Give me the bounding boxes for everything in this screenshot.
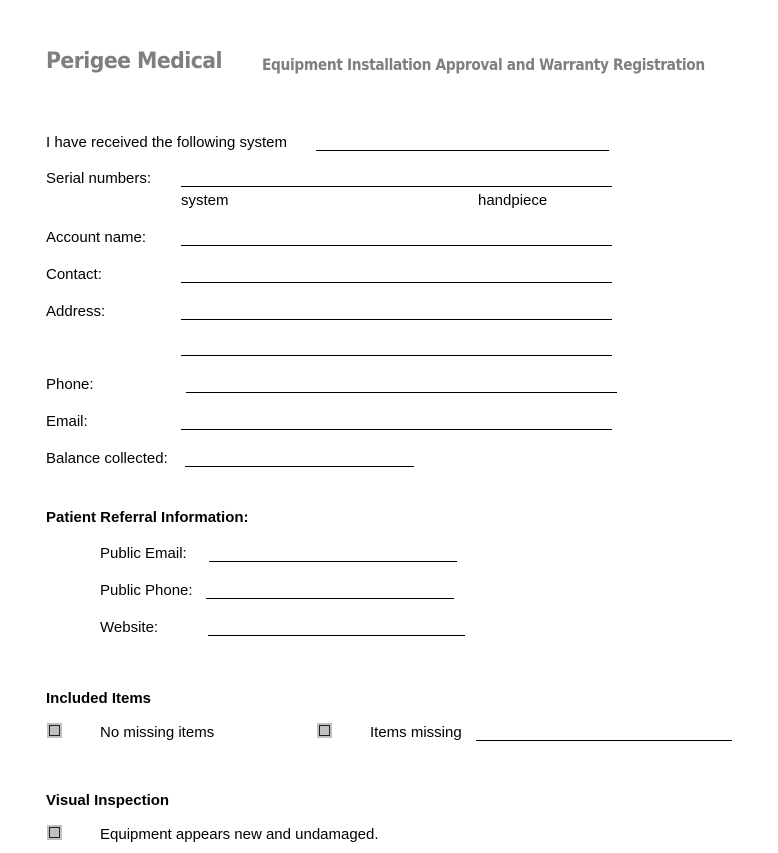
- contact-field[interactable]: [183, 264, 611, 282]
- public-phone-label: Public Phone:: [100, 582, 193, 599]
- no-missing-items-checkbox[interactable]: [47, 723, 62, 738]
- contact-label: Contact:: [46, 266, 102, 283]
- email-field[interactable]: [183, 411, 611, 429]
- received-system-line: [316, 150, 609, 151]
- document-title: Equipment Installation Approval and Warranty Registration: [262, 55, 705, 74]
- brand-name: Perigee Medical: [46, 49, 222, 74]
- phone-field[interactable]: [188, 374, 616, 392]
- contact-line: [181, 282, 612, 283]
- new-undamaged-label: Equipment appears new and undamaged.: [100, 826, 379, 843]
- public-phone-line: [206, 598, 454, 599]
- address-label: Address:: [46, 303, 106, 320]
- serial-numbers-field[interactable]: [183, 168, 611, 186]
- public-email-field[interactable]: [211, 543, 456, 561]
- address-field-2[interactable]: [183, 337, 611, 355]
- email-label: Email:: [46, 413, 88, 430]
- public-phone-field[interactable]: [208, 580, 453, 598]
- no-missing-items-label: No missing items: [100, 724, 215, 741]
- phone-line: [186, 392, 617, 393]
- received-system-label: I have received the following system: [46, 134, 287, 151]
- balance-collected-label: Balance collected:: [46, 450, 168, 467]
- email-line: [181, 429, 612, 430]
- balance-collected-line: [185, 466, 414, 467]
- items-missing-line: [476, 740, 732, 741]
- address-line-1: [181, 319, 612, 320]
- serial-handpiece-sublabel: handpiece: [478, 192, 548, 209]
- items-missing-field[interactable]: [478, 722, 731, 740]
- website-line: [208, 635, 465, 636]
- serial-numbers-label: Serial numbers:: [46, 170, 152, 187]
- phone-label: Phone:: [46, 376, 94, 393]
- account-name-field[interactable]: [183, 227, 611, 245]
- public-email-label: Public Email:: [100, 545, 187, 562]
- visual-inspection-heading: Visual Inspection: [46, 792, 170, 809]
- new-undamaged-checkbox[interactable]: [47, 825, 62, 840]
- address-line-2: [181, 355, 612, 356]
- balance-collected-field[interactable]: [187, 448, 413, 466]
- address-field-1[interactable]: [183, 301, 611, 319]
- items-missing-label: Items missing: [370, 724, 462, 741]
- received-system-field[interactable]: [318, 132, 608, 150]
- public-email-line: [209, 561, 457, 562]
- account-name-label: Account name:: [46, 229, 147, 246]
- items-missing-checkbox[interactable]: [317, 723, 332, 738]
- patient-referral-heading: Patient Referral Information:: [46, 509, 249, 526]
- website-field[interactable]: [210, 617, 464, 635]
- website-label: Website:: [100, 619, 159, 636]
- serial-system-sublabel: system: [181, 192, 229, 209]
- included-items-heading: Included Items: [46, 690, 152, 707]
- account-name-line: [181, 245, 612, 246]
- serial-numbers-line: [181, 186, 612, 187]
